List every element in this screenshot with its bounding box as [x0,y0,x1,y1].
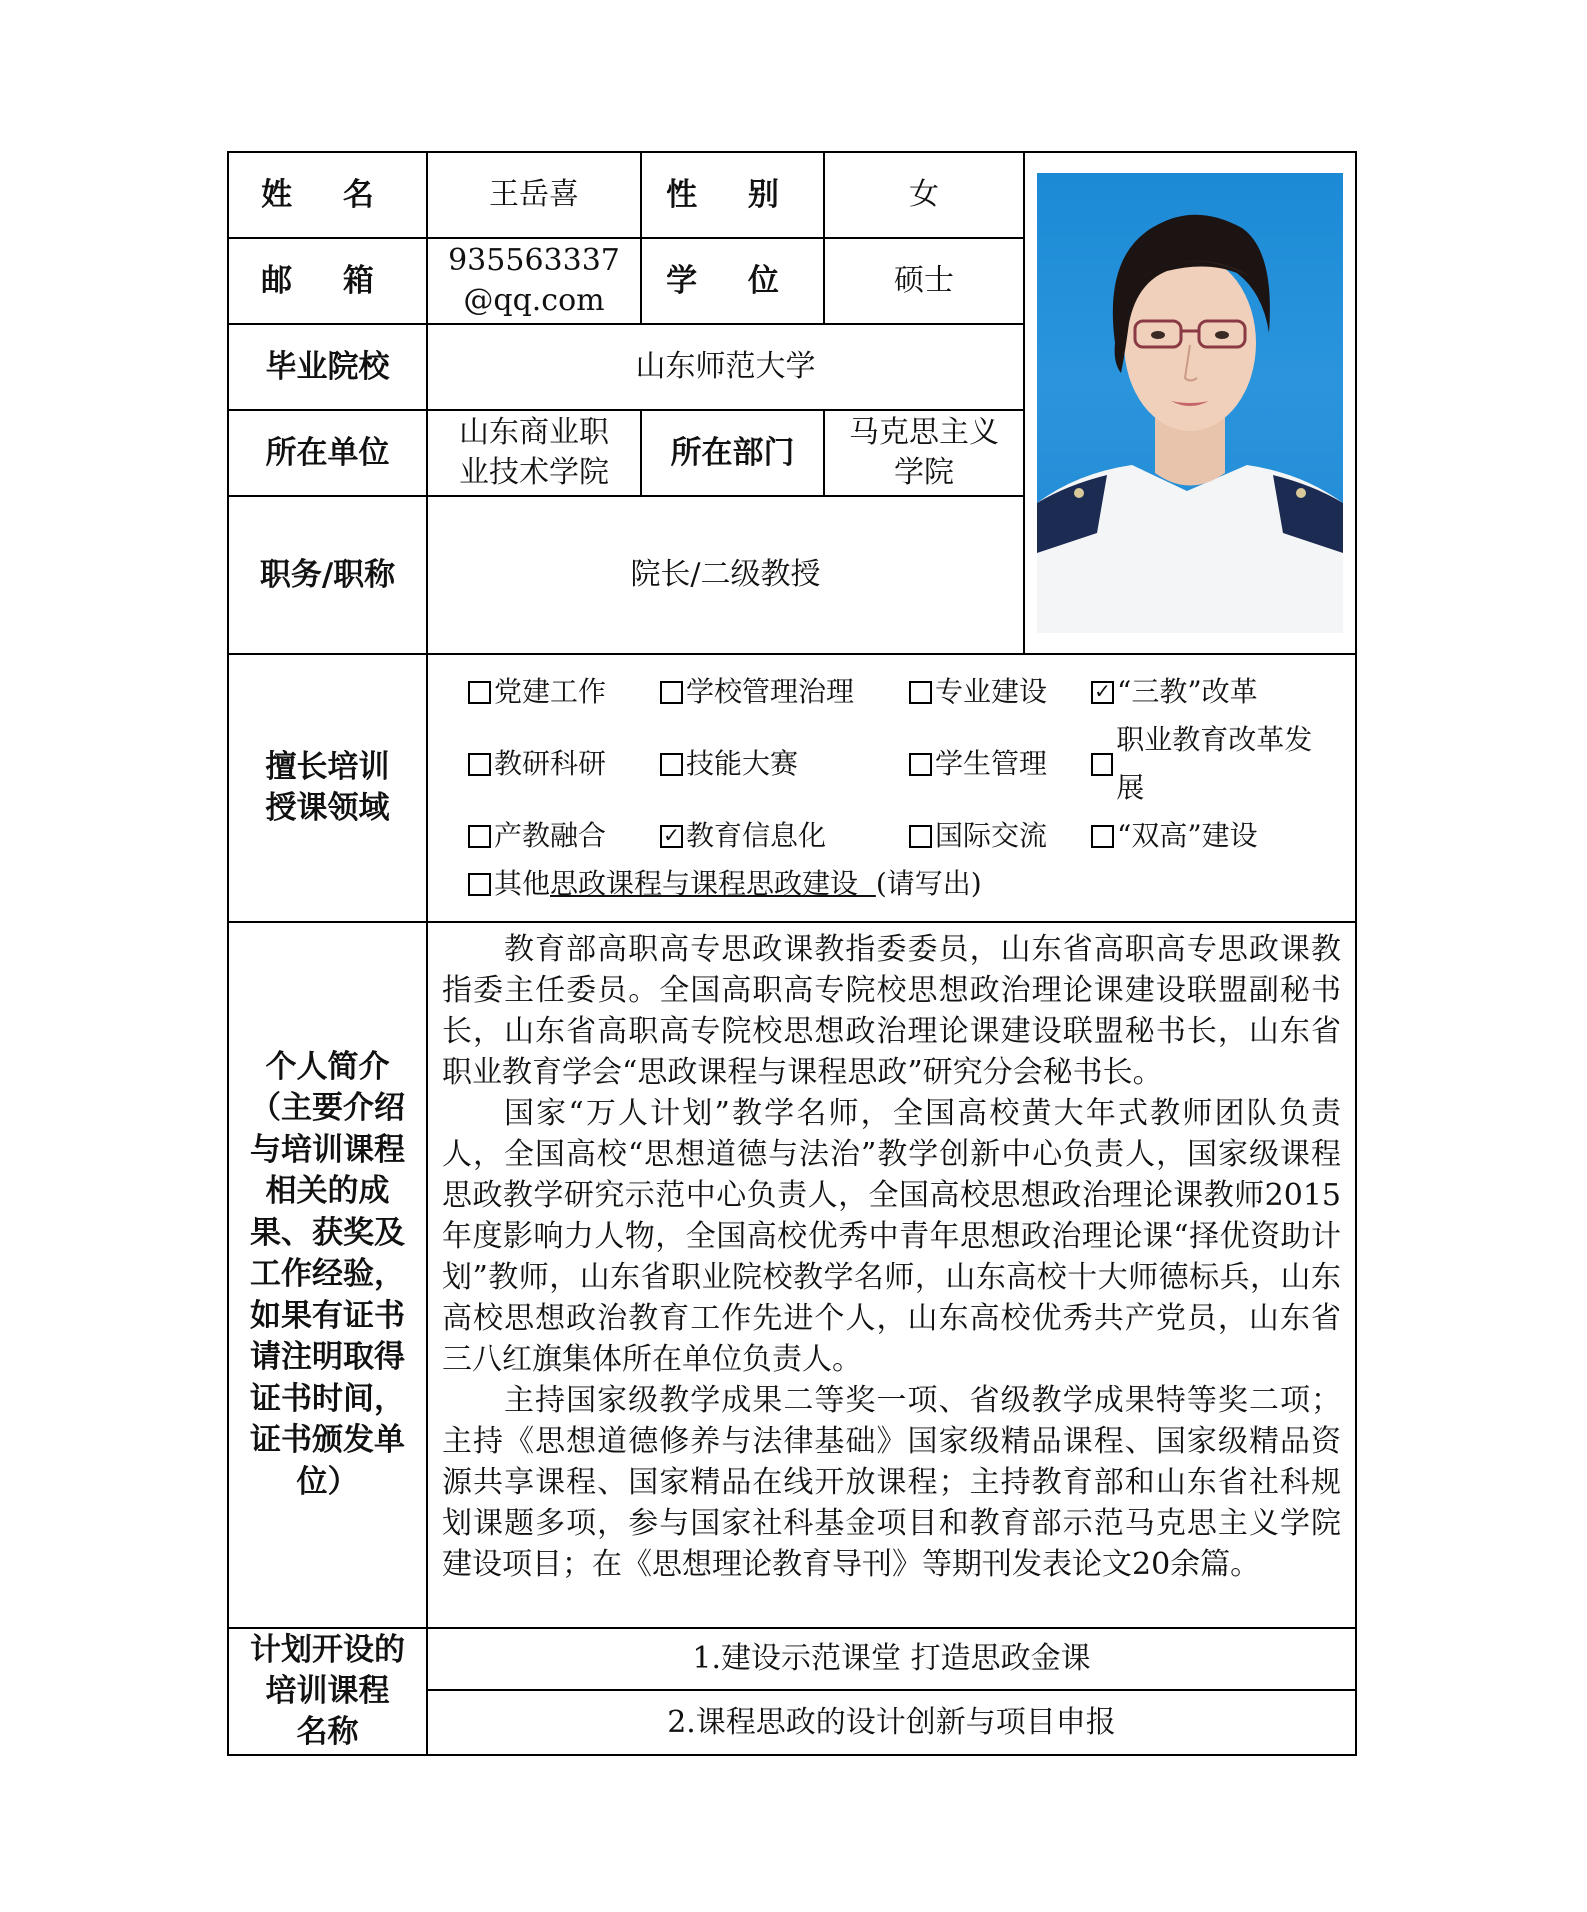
checked-checkbox-icon: ✓ [660,825,683,848]
bio-label-line: 工作经验， [250,1256,405,1293]
bio-label-lines [229,1047,426,1504]
expertise-option[interactable] [660,812,909,860]
unit-line-1: 山东商业职 [459,415,609,450]
checkbox-icon [468,825,491,848]
bio-label-line: 相关的成 [265,1173,390,1210]
email-label: 邮 箱 [228,238,427,324]
expertise-option-row [468,812,1355,860]
bio-paragraph-2: 国家“万人计划”教学名师，全国高校黄大年式教师团队负责人，全国高校“思想道德与法治”教学创新中心负责人，国家级课程思政教学研究示范中心负责人，全国高校思想政治理论课教师2015年度影响力人物，全国高校优秀中青年思想政治理论课“择优资助计划”教师，山东省职业院校教学名师，山东高校十大师德标兵，山东高校思想政治教育工作先进个人，山东高校优秀共产党员，山东省三八红旗集体所在单位负责人。 [442,1096,1341,1377]
expertise-option-label: “双高”建设 [1117,819,1258,852]
bio-text [427,922,1356,1628]
school-label: 毕业院校 [228,324,427,410]
expertise-option-row [468,716,1355,812]
bio-label [228,922,427,1628]
bio-label-line: 证书时间， [250,1380,405,1417]
checkbox-icon [1091,753,1113,776]
expertise-option-grid [468,668,1355,860]
expertise-other-prefix: 其他 [494,867,551,900]
expertise-option-label: 教研科研 [494,747,607,780]
bio-label-line: （主要介绍 [250,1090,405,1127]
courses-label-line-1: 计划开设的 [250,1632,405,1668]
school-value: 山东师范大学 [427,324,1024,410]
expertise-option[interactable] [909,812,1091,860]
name-value: 王岳喜 [427,152,641,238]
photo-cell [1024,152,1356,654]
email-value [427,238,641,324]
portrait-illustration [1037,173,1343,633]
degree-label: 学 位 [641,238,824,324]
expertise-option[interactable] [1091,716,1331,812]
expertise-option-label: “三教”改革 [1117,675,1258,708]
expertise-option-label: 党建工作 [494,675,607,708]
expertise-option-label: 学校管理治理 [686,675,855,708]
bio-label-line: 果、获奖及 [250,1214,405,1251]
checkbox-icon [660,681,683,704]
checkbox-icon [909,825,932,848]
bio-label-line: 如果有证书 [250,1297,405,1334]
expertise-option[interactable] [468,812,660,860]
email-line-2: @qq.com [463,283,605,318]
title-label: 职务/职称 [228,496,427,654]
checkbox-icon [468,753,491,776]
profile-table [227,151,1357,1756]
bio-paragraph-3: 主持国家级教学成果二等奖一项、省级教学成果特等奖二项；主持《思想道德修养与法律基础》国家级精品课程、国家级精品资源共享课程、国家精品在线开放课程；主持教育部和山东省社科规划课题多项，参与国家社科基金项目和教育部示范马克思主义学院建设项目；在《思想理论教育导刊》等期刊发表论文20余篇。 [442,1383,1341,1582]
checkbox-icon [468,873,491,896]
expertise-option[interactable] [1091,812,1331,860]
expertise-option[interactable] [909,668,1091,716]
checkbox-icon [1091,825,1114,848]
name-label: 姓 名 [228,152,427,238]
expertise-option-label: 技能大赛 [686,747,799,780]
expertise-option[interactable] [468,668,660,716]
courses-label-line-2: 培训课程 [265,1673,390,1709]
expertise-other-checkbox[interactable] [468,860,550,908]
courses-label [228,1628,427,1755]
unit-label: 所在单位 [228,410,427,496]
expertise-other-value: 思政课程与课程思政建设 [550,867,876,900]
unit-value [427,410,641,496]
expertise-option[interactable] [468,716,660,812]
expertise-option-label: 教育信息化 [686,819,827,852]
gender-value: 女 [824,152,1024,238]
expertise-option-label: 国际交流 [935,819,1048,852]
bio-label-line: 证书颁发单 [250,1422,405,1459]
expertise-option-label: 职业教育改革发展 [1116,723,1313,804]
expertise-label-line-1: 擅长培训 [265,749,390,785]
dept-label: 所在部门 [641,410,824,496]
expertise-option-label: 产教融合 [494,819,607,852]
bio-label-line: 与培训课程 [250,1131,405,1168]
courses-label-line-3: 名称 [296,1714,359,1750]
title-value: 院长/二级教授 [427,496,1024,654]
dept-line-1: 马克思主义 [849,415,999,450]
checkbox-icon [909,681,932,704]
expertise-option-label: 专业建设 [935,675,1048,708]
gender-label: 性 别 [641,152,824,238]
course-item-1: 1.建设示范课堂 打造思政金课 [427,1628,1356,1690]
checkbox-icon [468,681,491,704]
checkbox-icon [660,753,683,776]
dept-value [824,410,1024,496]
checked-checkbox-icon: ✓ [1091,681,1114,704]
course-item-2: 2.课程思政的设计创新与项目申报 [427,1690,1356,1755]
expertise-label-line-2: 授课领域 [265,790,390,826]
bio-paragraph-1: 教育部高职高专思政课教指委委员，山东省高职高专思政课教指委主任委员。全国高职高专院校思想政治理论课建设联盟副秘书长，山东省高职高专院校思想政治理论课建设联盟秘书长，山东省职业教育学会“思政课程与课程思政”研究分会秘书长。 [442,932,1341,1090]
expertise-other-suffix: (请写出) [875,867,982,900]
checkbox-icon [909,753,932,776]
expertise-options [427,654,1356,922]
bio-label-line: 请注明取得 [250,1339,405,1376]
expertise-option-row [468,668,1355,716]
unit-line-2: 业技术学院 [459,455,609,490]
expertise-other-row [468,860,1355,908]
profile-form [227,151,1355,1754]
bio-label-line: 个人简介 [265,1048,390,1085]
expertise-option[interactable] [909,716,1091,812]
bio-label-line: 位） [296,1463,359,1500]
expertise-option[interactable] [660,716,909,812]
degree-value: 硕士 [824,238,1024,324]
expertise-option[interactable] [660,668,909,716]
dept-line-2: 学院 [894,455,954,490]
expertise-label [228,654,427,922]
expertise-option-label: 学生管理 [935,747,1048,780]
email-line-1: 935563337 [448,243,620,278]
expertise-option[interactable] [1091,668,1331,716]
portrait-photo [1037,173,1343,633]
